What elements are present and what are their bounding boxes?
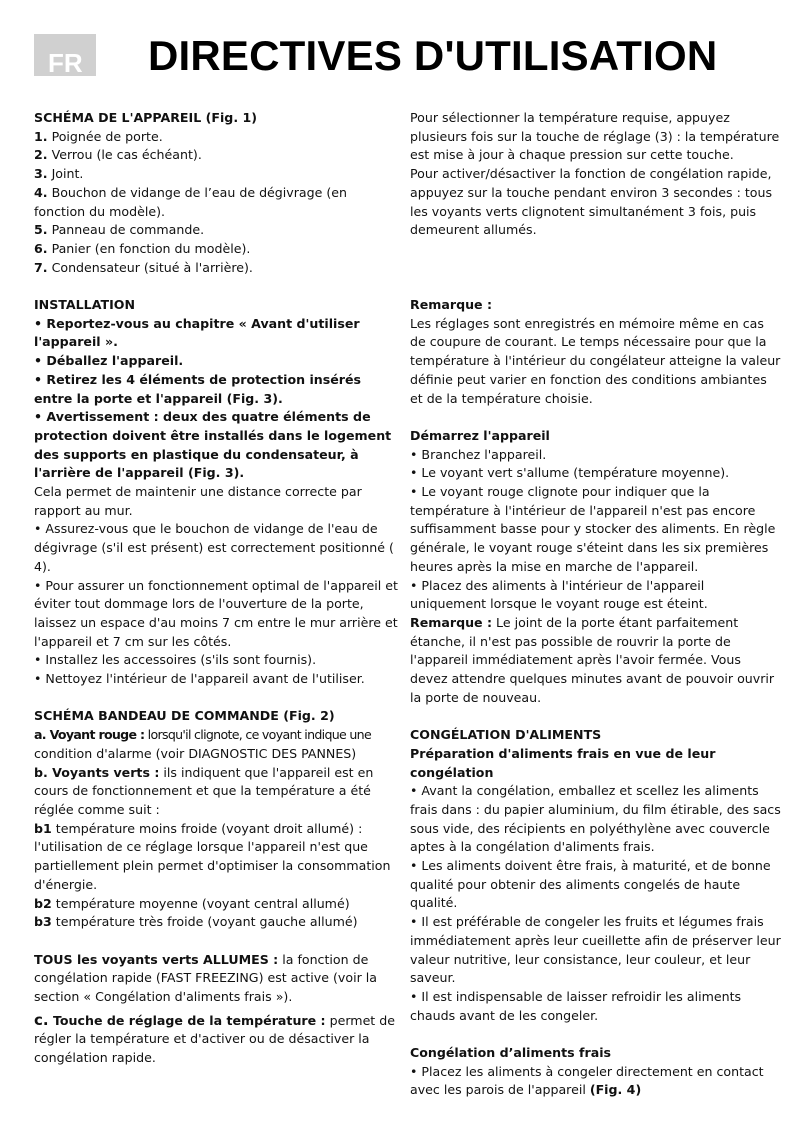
control-panel-heading: SCHÉMA BANDEAU DE COMMANDE (Fig. 2): [34, 708, 335, 724]
freezing-item: • Il est préférable de congeler les fruits et légumes frais immédiatement après leur cueillette afin de préserver leur valeur nutritive, leur consistance, leur couleur, et leur saveur.: [410, 914, 781, 986]
part-item: 7. Condensateur (situé à l'arrière).: [34, 259, 253, 275]
install-bold-item: • Déballez l'appareil.: [34, 353, 184, 369]
install-bold-item: • Reportez-vous au chapitre « Avant d'utiliser l'appareil ».: [34, 315, 360, 350]
part-item: 2. Verrou (le cas échéant).: [34, 147, 202, 163]
start-heading: Démarrez l'appareil: [410, 427, 550, 443]
freezing-item: • Avant la congélation, emballez et scellez les aliments frais dans : du papier aluminium, du film étirable, des sacs sous vide, des récipients en polyéthylène avec couvercle aptes à la congélation d'aliments frais.: [410, 783, 781, 855]
start-item: • Placez des aliments à l'intérieur de l'appareil uniquement lorsque le voyant rouge est éteint.: [410, 577, 708, 612]
red-light-text: condition d'alarme (voir DIAGNOSTIC DES PANNES): [34, 745, 357, 761]
b2-item: b2 température moyenne (voyant central allumé): [34, 895, 350, 911]
remark-text: Les réglages sont enregistrés en mémoire même en cas de coupure de courant. Le temps nécessaire pour que la température à l'intérieur du congélateur atteigne la valeur définie peut varier en fonction des conditions ambiantes et de la température choisie.: [410, 315, 781, 406]
install-text-item: • Nettoyez l'intérieur de l'appareil avant de l'utiliser.: [34, 671, 365, 687]
part-item: 4. Bouchon de vidange de l’eau de dégivrage (en fonction du modèle).: [34, 184, 348, 219]
left-column: [34, 109, 402, 1068]
remark2-paragraph: Remarque : Le joint de la porte étant parfaitement étanche, il n'est pas possible de rouvrir la porte de l'appareil immédiatement après l'avoir fermée. Vous devez attendre quelques minutes avant de pouvoir ouvrir la porte de nouveau.: [410, 614, 775, 705]
b1-item: b1 température moins froide (voyant droit allumé) : l'utilisation de ce réglage lorsque l'appareil n'est que partiellement plein permet d'optimiser la consommation d'énergie.: [34, 820, 391, 892]
intro-paragraph: Pour sélectionner la température requise, appuyez plusieurs fois sur la touche de réglage (3) : la température est mise à jour à chaque pression sur cette touche.: [410, 110, 780, 163]
installation-heading: INSTALLATION: [34, 297, 135, 313]
install-text-item: • Installez les accessoires (s'ils sont fournis).: [34, 652, 317, 668]
language-code: FR: [48, 48, 83, 78]
start-item: • Le voyant vert s'allume (température moyenne).: [410, 465, 730, 481]
install-bold-item: • Retirez les 4 éléments de protection insérés entre la porte et l'appareil (Fig. 3).: [34, 371, 362, 406]
fresh-freezing-item: • Placez les aliments à congeler directement en contact avec les parois de l'appareil (Fig. 4): [410, 1063, 764, 1098]
language-badge: [34, 34, 96, 76]
freezing-subheading: Préparation d'aliments frais en vue de leur congélation: [410, 745, 716, 780]
red-light-item: a. Voyant rouge : lorsqu'il clignote, ce voyant indique une: [34, 727, 371, 743]
fresh-freezing-heading: Congélation d’aliments frais: [410, 1045, 612, 1061]
freezing-item: • Il est indispensable de laisser refroidir les aliments chauds avant de les congeler.: [410, 988, 742, 1023]
appliance-diagram-heading: SCHÉMA DE L'APPAREIL (Fig. 1): [34, 110, 258, 125]
start-item: • Le voyant rouge clignote pour indiquer que la température à l'intérieur de l'appareil n'est pas encore suffisamment basse pour y stocker des aliments. En règle générale, le voyant rouge s'éteint dans les six premières heures après la mise en marche de l'appareil.: [410, 484, 776, 574]
temperature-button-item: c. Touche de réglage de la température : permet de régler la température et d'activer ou de désactiver la congélation rapide.: [34, 1010, 395, 1066]
part-item: 1. Poignée de porte.: [34, 128, 163, 144]
remark-heading: Remarque :: [410, 296, 493, 312]
freezing-item: • Les aliments doivent être frais, à maturité, et de bonne qualité pour obtenir des aliments congelés de haute qualité.: [410, 858, 771, 911]
right-column: [410, 109, 782, 1100]
green-lights-item: b. Voyants verts : ils indiquent que l'appareil est en cours de fonctionnement et que la température a été réglée comme suit :: [34, 764, 374, 817]
page-title: DIRECTIVES D'UTILISATION: [148, 32, 718, 79]
intro-paragraph: Pour activer/désactiver la fonction de congélation rapide, appuyez sur la touche pendant environ 3 secondes : tous les voyants verts clignotent simultanément 3 fois, puis demeurent allumés.: [410, 166, 773, 238]
install-text-item: • Assurez-vous que le bouchon de vidange de l'eau de dégivrage (s'il est présent) est correctement positionné ( 4).: [34, 521, 394, 574]
part-item: 5. Panneau de commande.: [34, 222, 205, 238]
install-text-item: • Pour assurer un fonctionnement optimal de l'appareil et éviter tout dommage lors de l'ouverture de la porte, laissez un espace d'au moins 7 cm entre le mur arrière et l'appareil et 7 cm sur les côtés.: [34, 577, 398, 649]
part-item: 6. Panier (en fonction du modèle).: [34, 240, 251, 256]
b3-item: b3 température très froide (voyant gauche allumé): [34, 914, 358, 930]
freezing-heading: CONGÉLATION D'ALIMENTS: [410, 727, 602, 743]
all-green-lights-item: TOUS les voyants verts ALLUMES : la fonction de congélation rapide (FAST FREEZING) est active (voir la section « Congélation d'aliments frais »).: [34, 951, 377, 1004]
install-bold-item: • Avertissement : deux des quatre éléments de protection doivent être installés dans le logement des supports en plastique du condensateur, à l'arrière de l'appareil (Fig. 3).: [34, 409, 392, 481]
install-text-item: Cela permet de maintenir une distance correcte par rapport au mur.: [34, 484, 362, 518]
start-item: • Branchez l'appareil.: [410, 446, 547, 462]
part-item: 3. Joint.: [34, 166, 84, 182]
